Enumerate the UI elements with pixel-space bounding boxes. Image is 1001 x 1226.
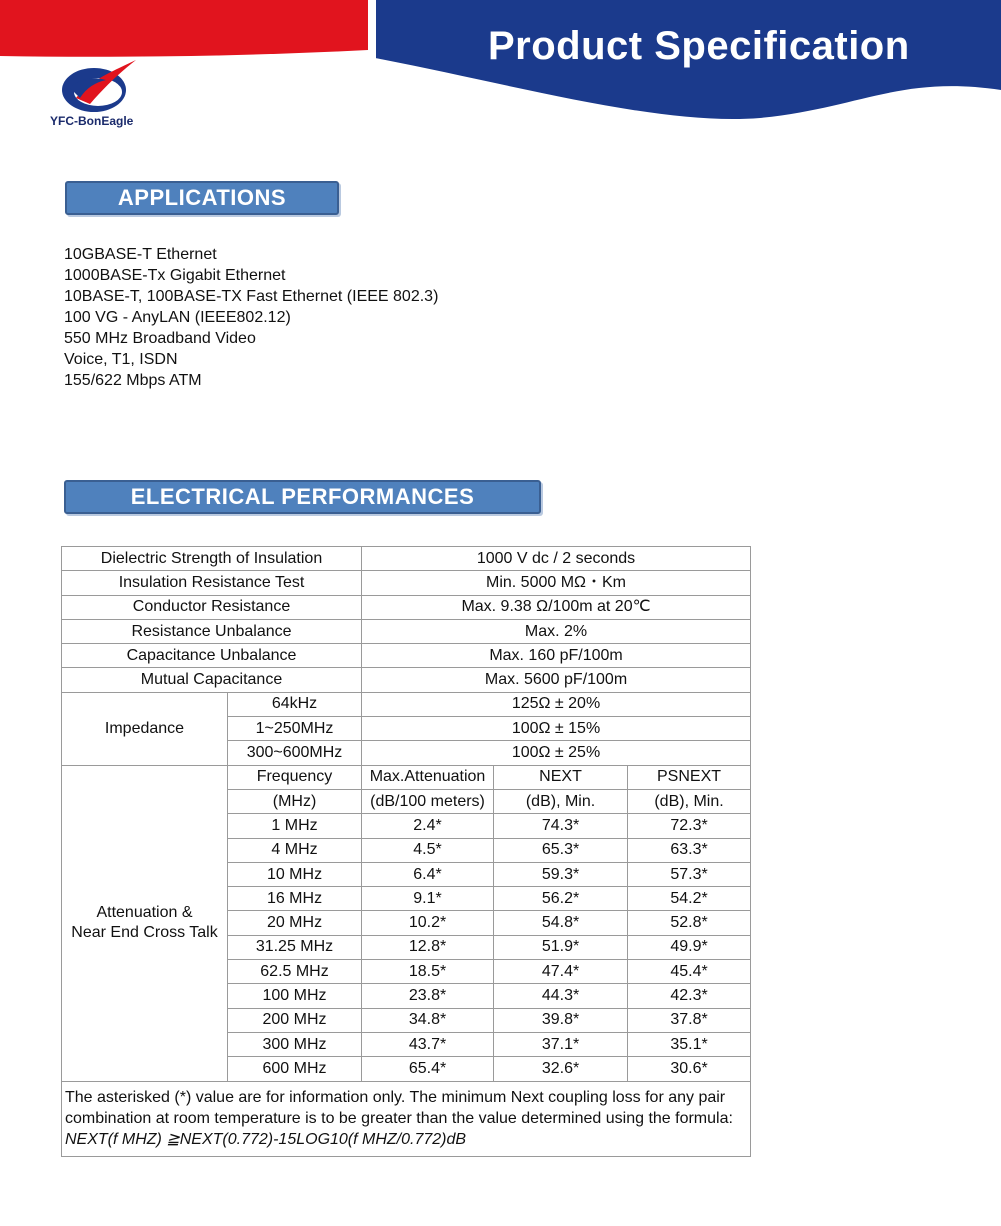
impedance-range: 300~600MHz bbox=[228, 741, 362, 765]
table-cell: 10.2* bbox=[362, 911, 494, 935]
table-cell: 65.3* bbox=[494, 838, 628, 862]
property-value: Max. 160 pF/100m bbox=[362, 644, 751, 668]
table-cell: 34.8* bbox=[362, 1008, 494, 1032]
column-unit: (dB), Min. bbox=[628, 789, 751, 813]
table-cell: 10 MHz bbox=[228, 862, 362, 886]
applications-list bbox=[64, 244, 438, 391]
property-name: Mutual Capacitance bbox=[62, 668, 362, 692]
table-cell: 30.6* bbox=[628, 1057, 751, 1081]
table-cell: 300 MHz bbox=[228, 1032, 362, 1056]
table-cell: 54.8* bbox=[494, 911, 628, 935]
table-row bbox=[62, 547, 751, 571]
table-row bbox=[62, 571, 751, 595]
property-value: 1000 V dc / 2 seconds bbox=[362, 547, 751, 571]
impedance-range: 1~250MHz bbox=[228, 717, 362, 741]
footnote bbox=[62, 1081, 751, 1156]
table-cell: 72.3* bbox=[628, 814, 751, 838]
impedance-value: 100Ω ± 15% bbox=[362, 717, 751, 741]
table-row bbox=[62, 1081, 751, 1156]
column-header: NEXT bbox=[494, 765, 628, 789]
column-unit: (dB), Min. bbox=[494, 789, 628, 813]
property-value: Max. 9.38 Ω/100m at 20℃ bbox=[362, 595, 751, 619]
property-value: Max. 2% bbox=[362, 619, 751, 643]
list-item: 155/622 Mbps ATM bbox=[64, 372, 202, 389]
table-row bbox=[62, 619, 751, 643]
table-cell: 39.8* bbox=[494, 1008, 628, 1032]
column-unit: (MHz) bbox=[228, 789, 362, 813]
list-item: 10GBASE-T Ethernet bbox=[64, 246, 217, 263]
table-cell: 59.3* bbox=[494, 862, 628, 886]
property-name: Dielectric Strength of Insulation bbox=[62, 547, 362, 571]
table-cell: 23.8* bbox=[362, 984, 494, 1008]
table-cell: 56.2* bbox=[494, 887, 628, 911]
table-cell: 31.25 MHz bbox=[228, 935, 362, 959]
attenuation-label bbox=[62, 765, 228, 1081]
table-cell: 47.4* bbox=[494, 960, 628, 984]
table-cell: 49.9* bbox=[628, 935, 751, 959]
list-item: 550 MHz Broadband Video bbox=[64, 330, 256, 347]
property-name: Resistance Unbalance bbox=[62, 619, 362, 643]
list-item: Voice, T1, ISDN bbox=[64, 351, 178, 368]
table-cell: 44.3* bbox=[494, 984, 628, 1008]
table-cell: 18.5* bbox=[362, 960, 494, 984]
table-cell: 35.1* bbox=[628, 1032, 751, 1056]
table-cell: 43.7* bbox=[362, 1032, 494, 1056]
impedance-label: Impedance bbox=[62, 692, 228, 765]
table-row bbox=[62, 765, 751, 789]
list-item: 1000BASE-Tx Gigabit Ethernet bbox=[64, 267, 286, 284]
table-cell: 20 MHz bbox=[228, 911, 362, 935]
attenuation-label-line2: Near End Cross Talk bbox=[71, 924, 218, 942]
table-cell: 4 MHz bbox=[228, 838, 362, 862]
list-item: 100 VG - AnyLAN (IEEE802.12) bbox=[64, 309, 291, 326]
table-cell: 100 MHz bbox=[228, 984, 362, 1008]
table-cell: 16 MHz bbox=[228, 887, 362, 911]
table-cell: 54.2* bbox=[628, 887, 751, 911]
impedance-value: 125Ω ± 20% bbox=[362, 692, 751, 716]
impedance-value: 100Ω ± 25% bbox=[362, 741, 751, 765]
table-cell: 1 MHz bbox=[228, 814, 362, 838]
table-cell: 65.4* bbox=[362, 1057, 494, 1081]
table-cell: 74.3* bbox=[494, 814, 628, 838]
table-cell: 37.1* bbox=[494, 1032, 628, 1056]
table-cell: 4.5* bbox=[362, 838, 494, 862]
table-cell: 51.9* bbox=[494, 935, 628, 959]
table-row bbox=[62, 595, 751, 619]
logo-text: YFC-BonEagle bbox=[50, 114, 134, 128]
table-cell: 6.4* bbox=[362, 862, 494, 886]
list-item: 10BASE-T, 100BASE-TX Fast Ethernet (IEEE 802.3) bbox=[64, 288, 439, 305]
property-value: Min. 5000 MΩ・Km bbox=[362, 571, 751, 595]
table-cell: 2.4* bbox=[362, 814, 494, 838]
column-header: Max.Attenuation bbox=[362, 765, 494, 789]
property-name: Insulation Resistance Test bbox=[62, 571, 362, 595]
table-cell: 32.6* bbox=[494, 1057, 628, 1081]
impedance-range: 64kHz bbox=[228, 692, 362, 716]
property-name: Capacitance Unbalance bbox=[62, 644, 362, 668]
table-cell: 12.8* bbox=[362, 935, 494, 959]
column-header: PSNEXT bbox=[628, 765, 751, 789]
applications-heading: APPLICATIONS bbox=[65, 181, 339, 215]
property-name: Conductor Resistance bbox=[62, 595, 362, 619]
table-cell: 62.5 MHz bbox=[228, 960, 362, 984]
table-row bbox=[62, 668, 751, 692]
electrical-heading: ELECTRICAL PERFORMANCES bbox=[64, 480, 541, 514]
table-row bbox=[62, 692, 751, 716]
property-value: Max. 5600 pF/100m bbox=[362, 668, 751, 692]
table-cell: 600 MHz bbox=[228, 1057, 362, 1081]
table-cell: 9.1* bbox=[362, 887, 494, 911]
column-unit: (dB/100 meters) bbox=[362, 789, 494, 813]
page-title: Product Specification bbox=[488, 24, 910, 68]
table-cell: 52.8* bbox=[628, 911, 751, 935]
table-cell: 42.3* bbox=[628, 984, 751, 1008]
attenuation-label-line1: Attenuation & bbox=[96, 904, 193, 922]
table-cell: 200 MHz bbox=[228, 1008, 362, 1032]
next-formula: NEXT(f MHZ) ≧NEXT(0.772)-15LOG10(f MHZ/0.772)dB bbox=[65, 1130, 467, 1148]
table-cell: 37.8* bbox=[628, 1008, 751, 1032]
table-row bbox=[62, 644, 751, 668]
table-cell: 45.4* bbox=[628, 960, 751, 984]
column-header: Frequency bbox=[228, 765, 362, 789]
footnote-text: The asterisked (*) value are for information only. The minimum Next coupling loss for any pair combination at room temperature is to be greater than the value determined using the formula: bbox=[65, 1088, 733, 1127]
spec-table bbox=[61, 546, 751, 1157]
table-cell: 63.3* bbox=[628, 838, 751, 862]
table-cell: 57.3* bbox=[628, 862, 751, 886]
